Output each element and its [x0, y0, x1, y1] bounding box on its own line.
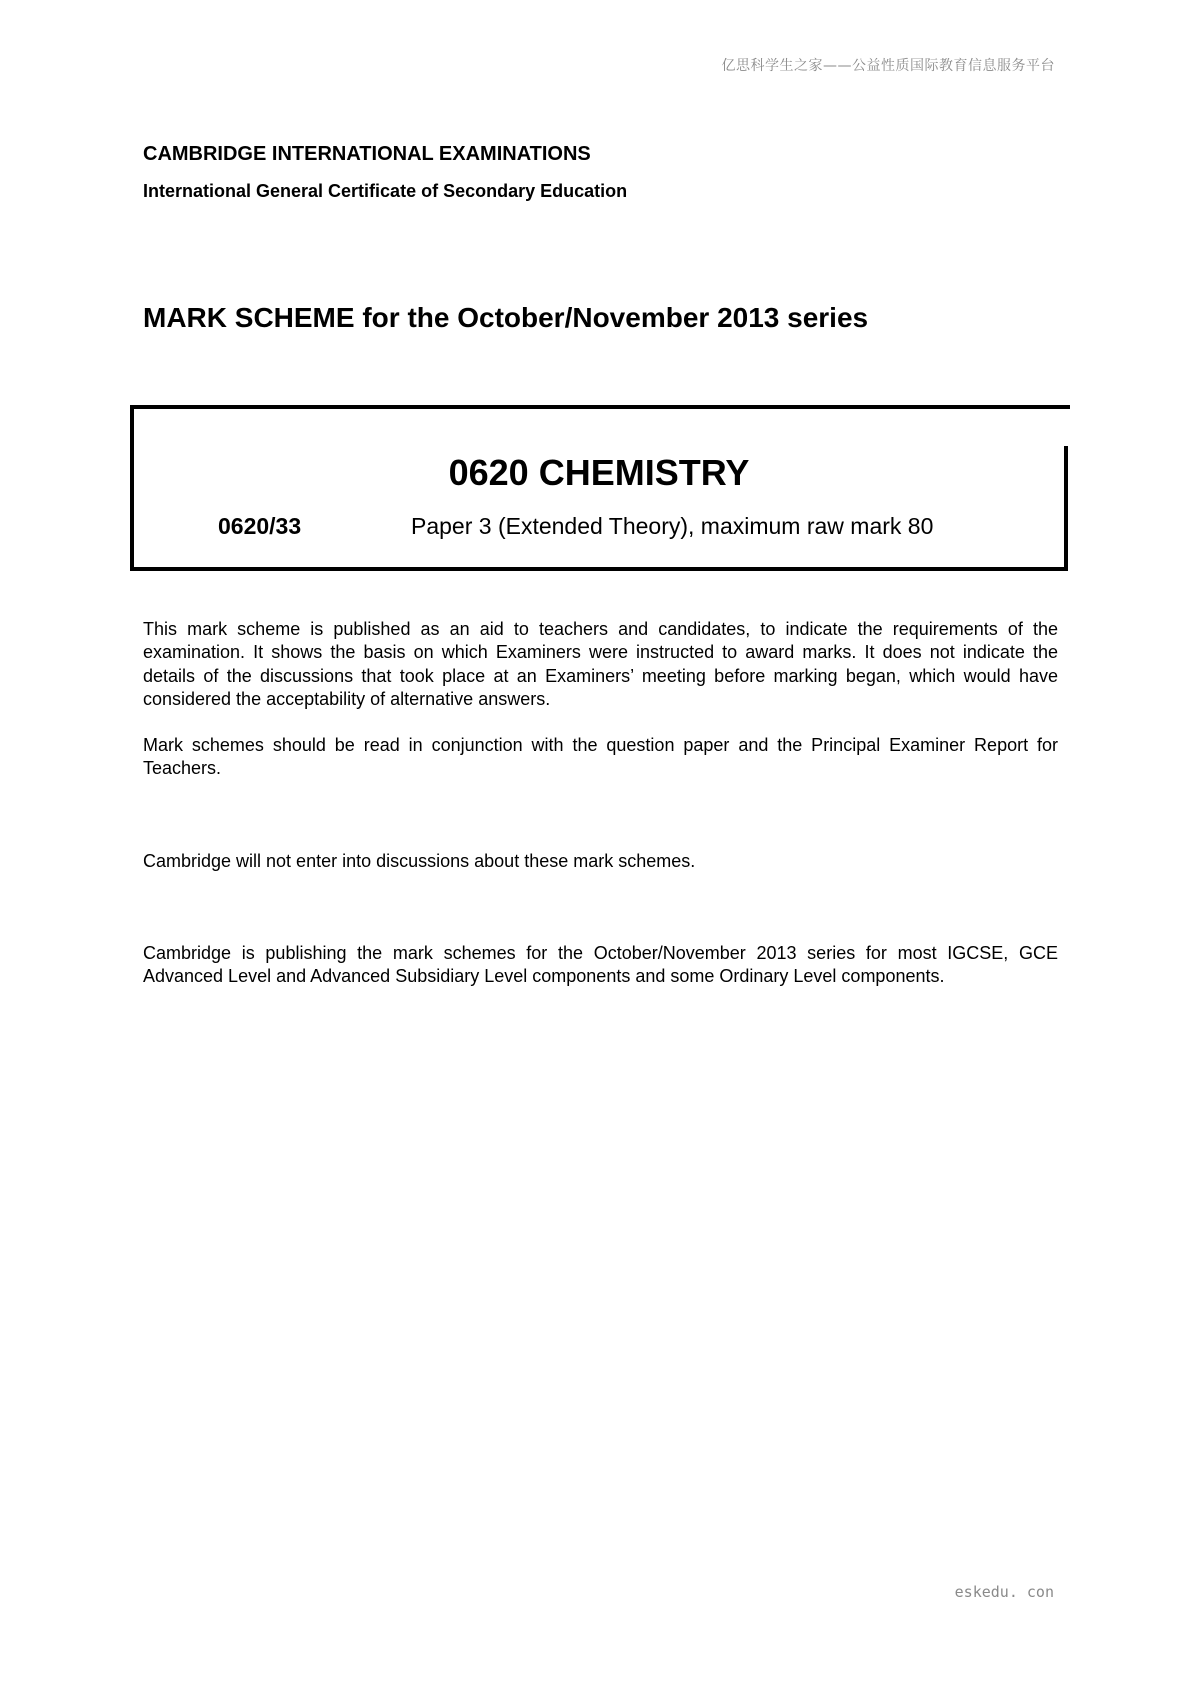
title-box-border-right	[1064, 446, 1068, 571]
watermark-bottom-text: eskedu. con	[954, 1583, 1054, 1601]
body-paragraph-publishing: Cambridge is publishing the mark schemes for the October/November 2013 series for most IGCSE, GCE Advanced Level and Advanced Subsidiary Level components and some Ordinary Level components.	[143, 943, 1058, 987]
certificate-name: International General Certificate of Secondary Education	[143, 181, 628, 201]
paper-code: 0620/33	[218, 513, 302, 539]
subject-title: 0620 CHEMISTRY	[448, 452, 750, 493]
paper-description: Paper 3 (Extended Theory), maximum raw mark 80	[411, 513, 934, 539]
page-title: MARK SCHEME for the October/November 2013 series	[143, 302, 869, 333]
body-paragraph-conjunction: Mark schemes should be read in conjunction with the question paper and the Principal Examiner Report for Teachers.	[143, 735, 1058, 779]
body-paragraph-purpose: This mark scheme is published as an aid to teachers and candidates, to indicate the requirements of the examination. It shows the basis on which Examiners were instructed to award marks. It does not indicate the details of the discussions that took place at an Examiners’ meeting before marking began, which would have considered the acceptability of alternative answers.	[143, 619, 1058, 709]
organisation-name: CAMBRIDGE INTERNATIONAL EXAMINATIONS	[143, 143, 591, 165]
title-box-border-top	[130, 405, 1070, 409]
title-box-border-bottom	[130, 567, 1068, 571]
body-paragraph-discussions: Cambridge will not enter into discussions about these mark schemes.	[143, 851, 696, 871]
watermark-top-text: 亿思科学生之家——公益性质国际教育信息服务平台	[721, 58, 1055, 74]
